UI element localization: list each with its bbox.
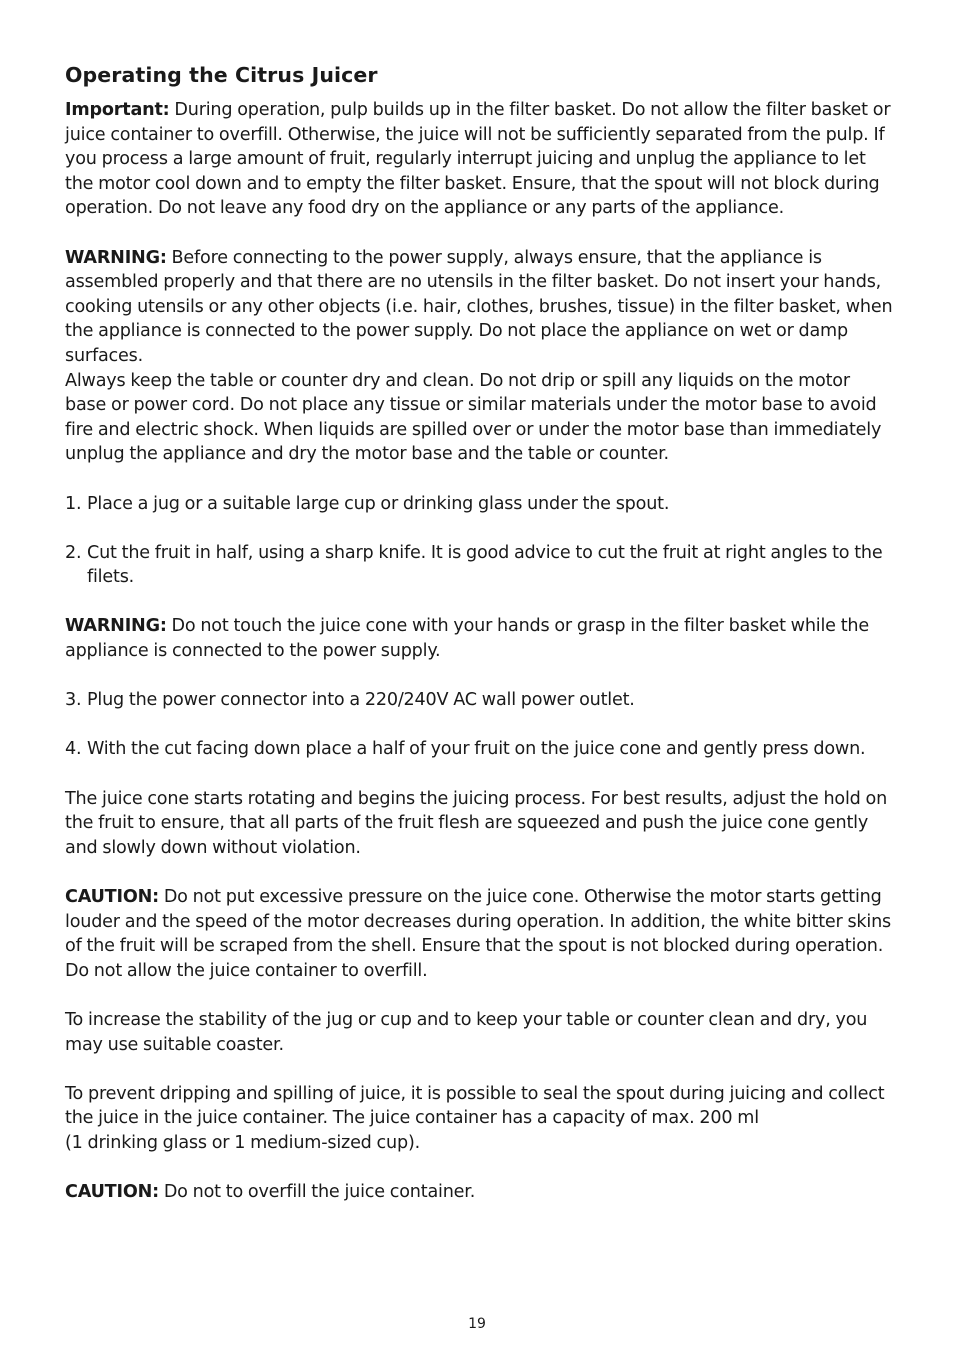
step-3 bbox=[65, 688, 893, 713]
caution-text: Do not to overfill the juice container. bbox=[158, 1182, 476, 1203]
step-4 bbox=[65, 737, 893, 762]
important-label: Important: bbox=[65, 100, 170, 120]
manual-page bbox=[65, 61, 893, 1205]
page-number: 19 bbox=[468, 1316, 486, 1332]
warning-juice-cone bbox=[65, 614, 893, 663]
step-number: 3. bbox=[65, 690, 82, 711]
caution-overfill bbox=[65, 1180, 893, 1205]
caution-label: CAUTION: bbox=[65, 1182, 159, 1203]
caution-text: Do not put excessive pressure on the juice cone. Otherwise the motor starts getting louder and the speed of the motor decreases during operation. In addition, the white bitter skins of the fruit will be scraped from the shell. Ensure that the spout is not blocked during operation. Do not allow the juice container to overfill. bbox=[65, 887, 892, 981]
warning-text: Do not touch the juice cone with your hands or grasp in the filter basket while the appliance is connected to the power supply. bbox=[65, 616, 869, 662]
juicing-process-paragraph: The juice cone starts rotating and begins the juicing process. For best results, adjust the hold on the fruit to ensure, that all parts of the fruit flesh are squeezed and push the juice cone gently and slowly down without violation. bbox=[65, 788, 888, 858]
caution-label: CAUTION: bbox=[65, 887, 159, 907]
step-text: Cut the fruit in half, using a sharp knife. It is good advice to cut the fruit at right angles to the filets. bbox=[87, 542, 883, 588]
caution-pressure bbox=[65, 885, 893, 983]
dripping-text-continued: (1 drinking glass or 1 medium-sized cup). bbox=[65, 1132, 420, 1153]
warning-label: WARNING: bbox=[65, 247, 167, 268]
step-2 bbox=[65, 541, 893, 590]
step-1 bbox=[65, 492, 893, 517]
step-number: 2. bbox=[65, 542, 82, 563]
dripping-text: To prevent dripping and spilling of juice, it is possible to seal the spout during juicing and collect the juice in the juice container. The juice container has a capacity of max. 200 ml bbox=[65, 1083, 885, 1129]
dripping-paragraph bbox=[65, 1082, 893, 1156]
keep-dry-paragraph: Always keep the table or counter dry and clean. Do not drip or spill any liquids on the motor base or power cord. Do not place any tissue or similar materials under the motor base to avoid fire and electric shock. When liquids are spilled over or under the motor base than immediately unplug the appliance and dry the motor base and the table or counter. bbox=[65, 370, 882, 465]
step-text: Plug the power connector into a 220/240V AC wall power outlet. bbox=[87, 690, 635, 711]
step-number: 4. bbox=[65, 739, 82, 760]
section-heading: Operating the Citrus Juicer bbox=[65, 63, 378, 87]
warning-label: WARNING: bbox=[65, 616, 167, 637]
warning-text: Before connecting to the power supply, always ensure, that the appliance is assembled properly and that there are no utensils in the filter basket. Do not insert your hands, cooking utensils or any other objects (i.e. hair, clothes, brushes, tissue) in the filter basket, when the appliance is connected to the power supply. Do not place the appliance on wet or damp surfaces. bbox=[65, 247, 893, 366]
stability-paragraph: To increase the stability of the jug or cup and to keep your table or counter clean and dry, you may use suitable coaster. bbox=[65, 1009, 868, 1055]
important-text: During operation, pulp builds up in the filter basket. Do not allow the filter basket or juice container to overfill. Otherwise, the juice will not be sufficiently separated from the pulp. If you process a large amount of fruit, regularly interrupt juicing and unplug the appliance to let the motor cool down and to empty the filter basket. Ensure, that the spout will not block during operation. Do not leave any food dry on the appliance or any parts of the appliance. bbox=[65, 100, 891, 219]
step-number: 1. bbox=[65, 493, 82, 514]
step-text: With the cut facing down place a half of your fruit on the juice cone and gently press down. bbox=[87, 739, 866, 760]
step-text: Place a jug or a suitable large cup or drinking glass under the spout. bbox=[87, 493, 670, 514]
important-note bbox=[65, 98, 893, 221]
warning-power-supply bbox=[65, 246, 893, 369]
